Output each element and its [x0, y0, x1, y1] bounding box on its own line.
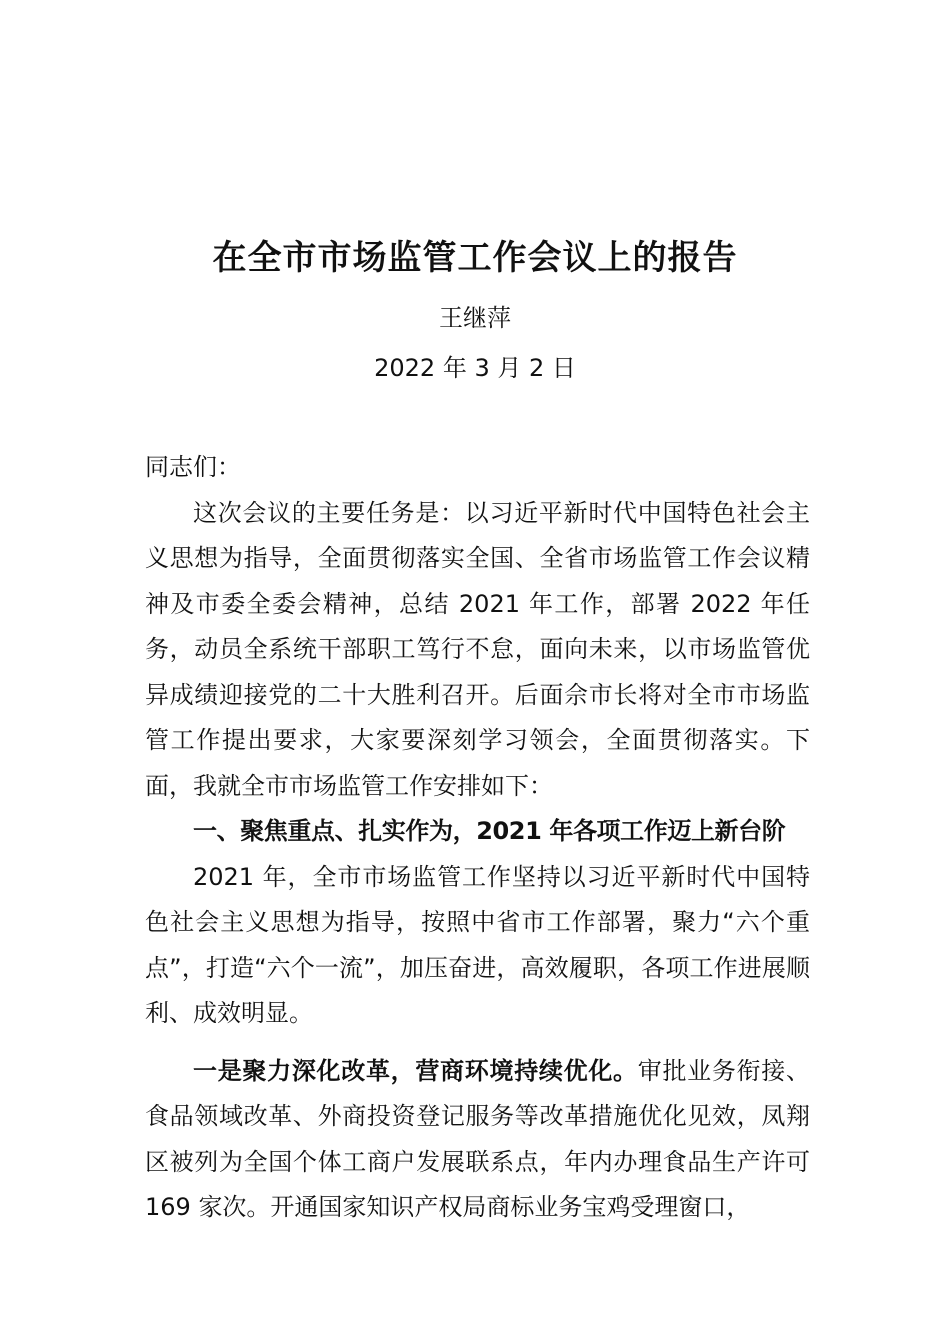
paragraph-2: 2021 年，全市市场监管工作坚持以习近平新时代中国特色社会主义思想为指导，按照中省市工作部署，聚力“六个重点”，打造“六个一流”，加压奋进，高效履职，各项工作进展顺利、成效明显。 — [145, 862, 810, 1027]
paragraph-3-text: 审批业务衔接、 食品领域改革、外商投资登记服务等改革措施优化见效，凤翔区被列为全国个体工商户发展联系点，年内办理食品生产许可 169 家次。开通国家知识产权局商标业务宝鸡受理窗口， — [145, 1056, 810, 1221]
document-date: 2022 年 3 月 2 日 — [374, 354, 576, 382]
document-title: 在全市市场监管工作会议上的报告 — [212, 238, 738, 278]
document-author: 王继萍 — [439, 304, 511, 332]
salutation: 同志们： — [145, 453, 241, 481]
paragraph-3-lead: 一是聚力深化改革，营商环境持续优化。 — [193, 1056, 638, 1085]
paragraph-1: 这次会议的主要任务是：以习近平新时代中国特色社会主义思想为指导，全面贯彻落实全国、全省市场监管工作会议精神及市委全委会精神，总结 2021 年工作，部署 2022 年任务，动员全系统干部职工笃行不怠，面向未来，以市场监管优异成绩迎接党的二十大胜利召开。后面佘市长将对全市市场监管工作提出要求，大家要深刻学习领会，全面贯彻落实。下面，我就全市市场监管工作安排如下： — [145, 498, 810, 800]
section-heading-1: 一、聚焦重点、扎实作为，2021 年各项工作迈上新台阶 — [193, 817, 786, 845]
paragraph-3 — [145, 1049, 810, 1231]
document-body — [145, 445, 810, 1231]
